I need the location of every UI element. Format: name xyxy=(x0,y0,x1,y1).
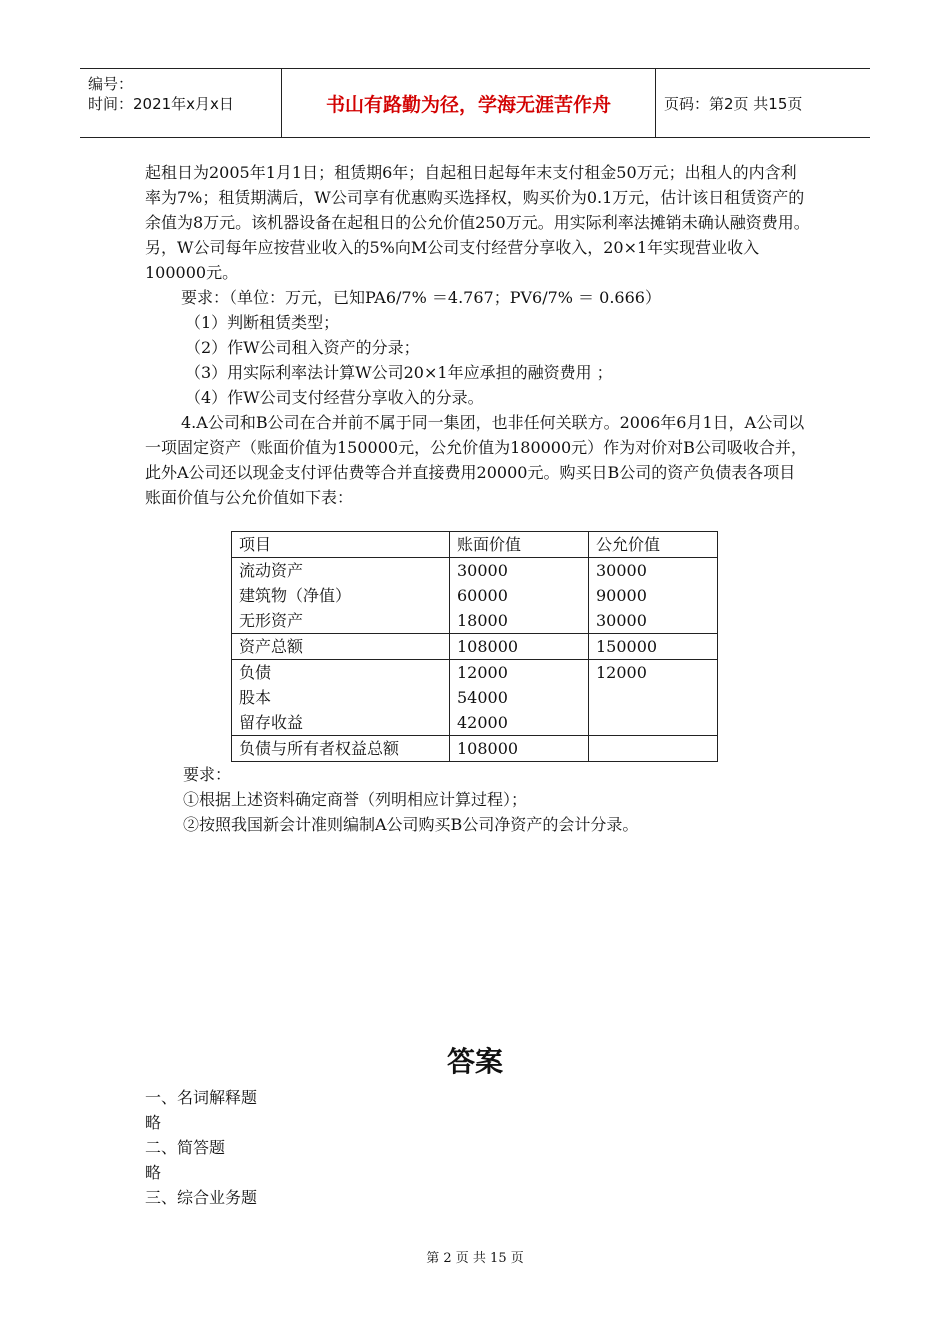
header-page: 页码：第2页 共15页 xyxy=(664,94,803,113)
book-value: 60000 xyxy=(457,586,508,605)
paragraph-lease: 起租日为2005年1月1日；租赁期6年；自起租日起每年末支付租金50万元；出租人的内含利率为7%；租赁期满后，W公司享有优惠购买选择权，购买价为0.1万元，估计该日租赁资产的余值为8万元。该机器设备在起租日的公允价值250万元。用实际利率法摊销未确认融资费用。另，W公司每年应按营业收入的5%向M公司支付经营分享收入，20×1年实现营业收入100000元。 xyxy=(145,163,810,282)
item-label: 无形资产 xyxy=(239,611,304,630)
table-row xyxy=(232,634,718,660)
table-header-row xyxy=(232,532,718,558)
table-row xyxy=(232,736,718,762)
requirements-label: 要求： xyxy=(183,765,232,784)
book-value-cell xyxy=(450,736,589,762)
table-row xyxy=(232,660,718,736)
book-value: 30000 xyxy=(457,561,508,580)
fair-value: 30000 xyxy=(596,561,647,580)
item-cell xyxy=(232,660,450,736)
book-value: 108000 xyxy=(457,739,519,758)
page-footer: 第 2 页 共 15 页 xyxy=(426,1251,524,1266)
fair-value-cell xyxy=(589,736,718,762)
answer-line: 略 xyxy=(145,1163,162,1182)
book-value-cell xyxy=(450,660,589,736)
header-motto: 书山有路勤为径，学海无涯苦作舟 xyxy=(282,69,656,137)
balance-sheet-table xyxy=(231,531,718,762)
item-label: 流动资产 xyxy=(239,561,304,580)
book-value-cell xyxy=(450,634,589,660)
table-header-cell: 公允价值 xyxy=(589,532,718,558)
requirement-item-3: （3）用实际利率法计算W公司20×1年应承担的融资费用 ； xyxy=(185,363,613,382)
requirements xyxy=(183,762,638,837)
book-value: 108000 xyxy=(457,637,519,656)
answer-line: 三、综合业务题 xyxy=(145,1188,258,1207)
requirement-item-4: （4）作W公司支付经营分享收入的分录。 xyxy=(185,388,484,407)
fair-value: 30000 xyxy=(596,611,647,630)
fair-value: 150000 xyxy=(596,637,658,656)
book-value: 18000 xyxy=(457,611,508,630)
requirement-item-2: （2）作W公司租入资产的分录； xyxy=(185,338,420,357)
requirement-item-1: （1）判断租赁类型； xyxy=(185,313,340,332)
item-label: 负债与所有者权益总额 xyxy=(239,739,400,758)
book-value: 12000 xyxy=(457,663,508,682)
answer-line: 二、简答题 xyxy=(145,1138,226,1157)
fair-value-cell xyxy=(589,660,718,736)
item-label: 资产总额 xyxy=(239,637,304,656)
answer-line: 略 xyxy=(145,1113,162,1132)
item-label: 留存收益 xyxy=(239,713,304,732)
fair-value-cell xyxy=(589,558,718,634)
item-cell xyxy=(232,558,450,634)
table-header-cell: 项目 xyxy=(232,532,450,558)
answer-title: 答案 xyxy=(446,1045,503,1078)
paragraph-merger: 4.A公司和B公司在合并前不属于同一集团，也非任何关联方。2006年6月1日，A公司以一项固定资产（账面价值为150000元，公允价值为180000元）作为对价对B公司吸收合并，此外A公司还以现金支付评估费等合并直接费用20000元。购买日B公司的资产负债表各项目账面价值与公允价值如下表： xyxy=(145,413,807,507)
item-label: 股本 xyxy=(239,688,272,707)
answer-line: 一、名词解释题 xyxy=(145,1088,258,1107)
requirements-item: ①根据上述资料确定商誉（列明相应计算过程）； xyxy=(183,790,528,809)
book-value: 42000 xyxy=(457,713,508,732)
requirements-item: ②按照我国新会计准则编制A公司购买B公司净资产的会计分录。 xyxy=(183,815,639,834)
page-header xyxy=(80,68,870,138)
item-label: 建筑物（净值） xyxy=(239,586,352,605)
book-value-cell xyxy=(450,558,589,634)
table-row xyxy=(232,558,718,634)
header-number: 编号： xyxy=(88,75,134,93)
question-body xyxy=(145,160,810,510)
paragraph-requirement: 要求：（单位：万元，已知PA6/7% ＝4.767；PV6/7% ＝ 0.666） xyxy=(181,288,661,307)
item-cell xyxy=(232,736,450,762)
header-meta xyxy=(80,69,282,137)
answer-list xyxy=(145,1085,257,1210)
fair-value: 90000 xyxy=(596,586,647,605)
fair-value: 12000 xyxy=(596,663,647,682)
fair-value-cell xyxy=(589,634,718,660)
table-header-cell: 账面价值 xyxy=(450,532,589,558)
book-value: 54000 xyxy=(457,688,508,707)
header-time: 时间：2021年x月x日 xyxy=(88,95,234,113)
item-label: 负债 xyxy=(239,663,272,682)
item-cell xyxy=(232,634,450,660)
